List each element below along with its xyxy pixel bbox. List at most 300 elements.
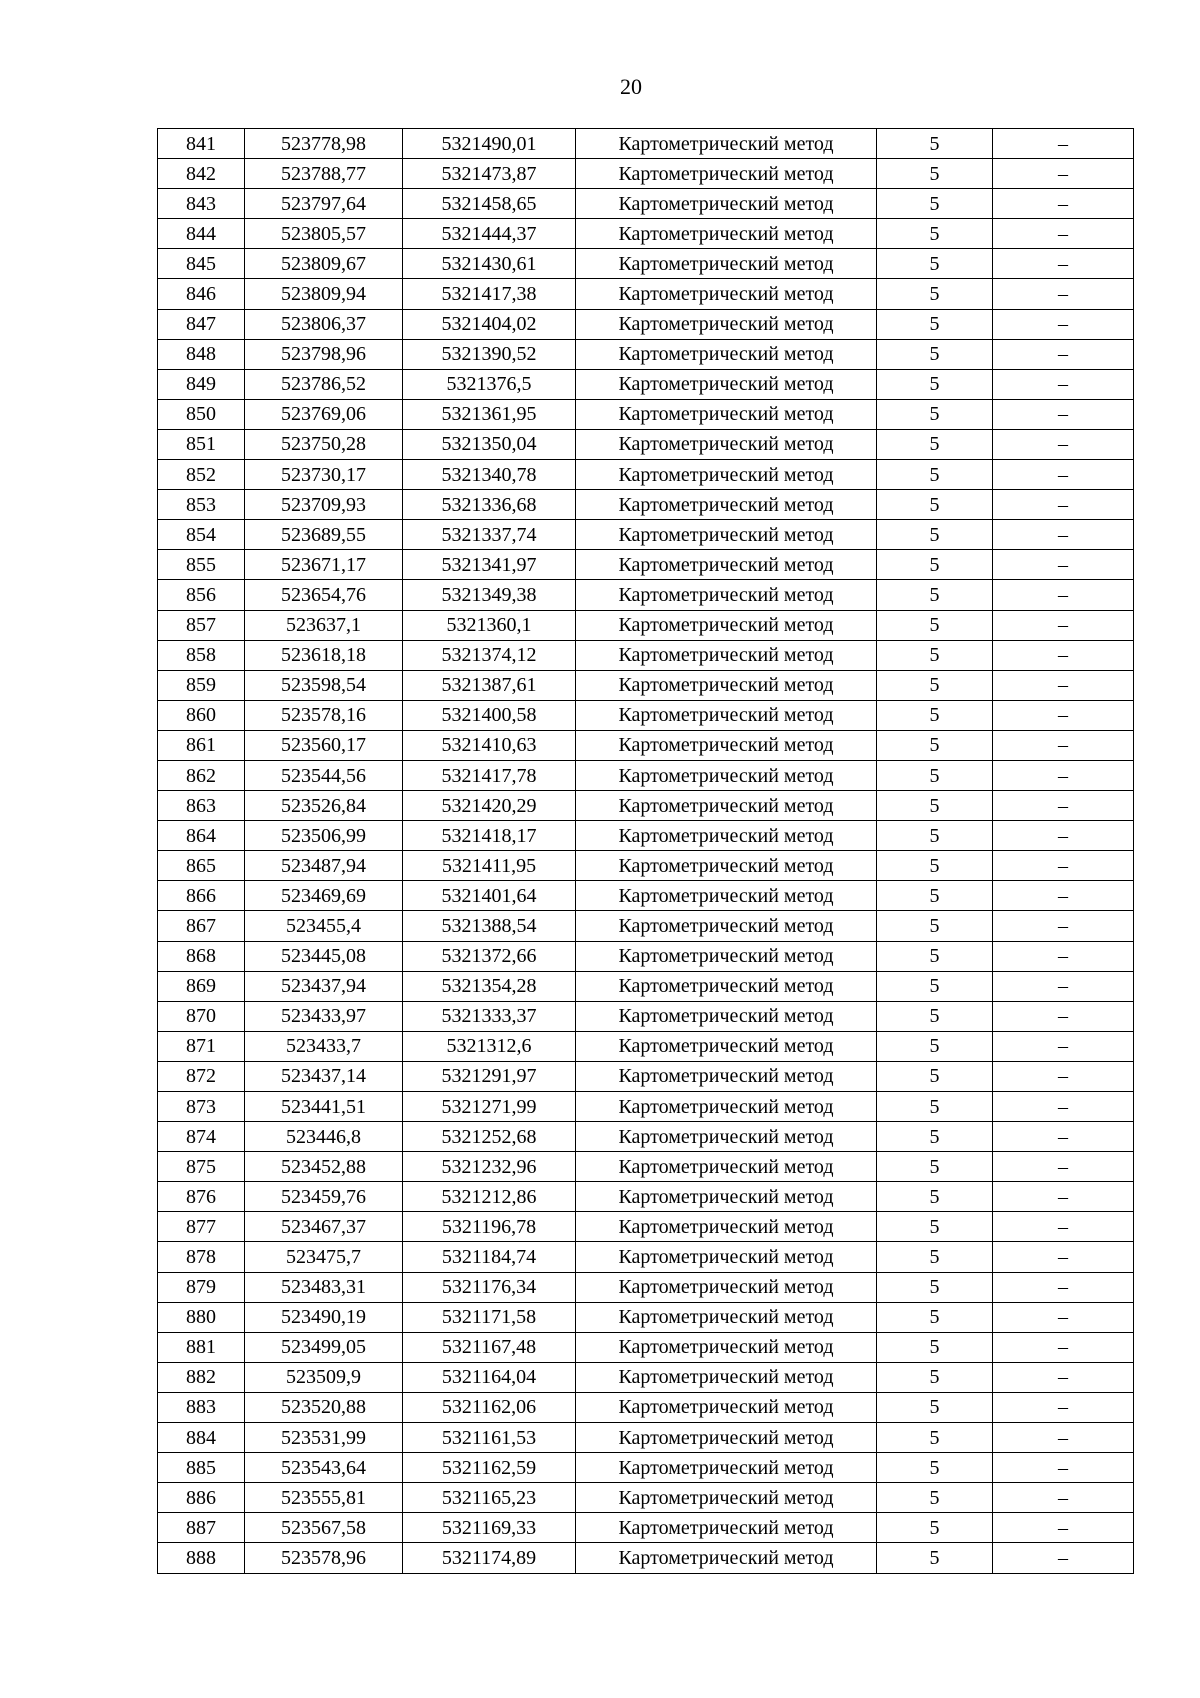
accuracy-cell: 5 — [877, 851, 993, 881]
y-coordinate-cell: 5321417,78 — [403, 760, 576, 790]
table-row — [158, 189, 1134, 219]
method-cell: Картометрический метод — [576, 1212, 877, 1242]
method-cell: Картометрический метод — [576, 881, 877, 911]
x-coordinate-cell: 523730,17 — [245, 460, 403, 490]
table-body — [158, 129, 1134, 1574]
accuracy-cell: 5 — [877, 700, 993, 730]
description-cell: – — [993, 791, 1134, 821]
accuracy-cell: 5 — [877, 429, 993, 459]
method-cell: Картометрический метод — [576, 309, 877, 339]
table-row — [158, 1272, 1134, 1302]
y-coordinate-cell: 5321176,34 — [403, 1272, 576, 1302]
y-coordinate-cell: 5321162,59 — [403, 1453, 576, 1483]
table-row — [158, 460, 1134, 490]
point-number-cell: 851 — [158, 429, 245, 459]
table-row — [158, 159, 1134, 189]
accuracy-cell: 5 — [877, 550, 993, 580]
table-row — [158, 1483, 1134, 1513]
accuracy-cell: 5 — [877, 490, 993, 520]
x-coordinate-cell: 523805,57 — [245, 219, 403, 249]
x-coordinate-cell: 523543,64 — [245, 1453, 403, 1483]
point-number-cell: 857 — [158, 610, 245, 640]
method-cell: Картометрический метод — [576, 1483, 877, 1513]
description-cell: – — [993, 1092, 1134, 1122]
table-row — [158, 941, 1134, 971]
x-coordinate-cell: 523598,54 — [245, 670, 403, 700]
x-coordinate-cell: 523769,06 — [245, 399, 403, 429]
y-coordinate-cell: 5321161,53 — [403, 1423, 576, 1453]
y-coordinate-cell: 5321349,38 — [403, 580, 576, 610]
y-coordinate-cell: 5321388,54 — [403, 911, 576, 941]
x-coordinate-cell: 523809,94 — [245, 279, 403, 309]
table-row — [158, 309, 1134, 339]
method-cell: Картометрический метод — [576, 1272, 877, 1302]
table-row — [158, 279, 1134, 309]
x-coordinate-cell: 523788,77 — [245, 159, 403, 189]
y-coordinate-cell: 5321184,74 — [403, 1242, 576, 1272]
point-number-cell: 871 — [158, 1031, 245, 1061]
method-cell: Картометрический метод — [576, 791, 877, 821]
accuracy-cell: 5 — [877, 189, 993, 219]
table-row — [158, 490, 1134, 520]
accuracy-cell: 5 — [877, 1122, 993, 1152]
method-cell: Картометрический метод — [576, 580, 877, 610]
table-row — [158, 1362, 1134, 1392]
y-coordinate-cell: 5321341,97 — [403, 550, 576, 580]
table-row — [158, 1543, 1134, 1573]
y-coordinate-cell: 5321162,06 — [403, 1392, 576, 1422]
accuracy-cell: 5 — [877, 580, 993, 610]
description-cell: – — [993, 1453, 1134, 1483]
description-cell: – — [993, 640, 1134, 670]
table-row — [158, 1392, 1134, 1422]
table-row — [158, 1302, 1134, 1332]
y-coordinate-cell: 5321418,17 — [403, 821, 576, 851]
description-cell: – — [993, 971, 1134, 1001]
x-coordinate-cell: 523509,9 — [245, 1362, 403, 1392]
accuracy-cell: 5 — [877, 399, 993, 429]
description-cell: – — [993, 309, 1134, 339]
table-row — [158, 129, 1134, 159]
y-coordinate-cell: 5321167,48 — [403, 1332, 576, 1362]
description-cell: – — [993, 911, 1134, 941]
coordinates-table — [157, 128, 1134, 1574]
y-coordinate-cell: 5321473,87 — [403, 159, 576, 189]
x-coordinate-cell: 523567,58 — [245, 1513, 403, 1543]
y-coordinate-cell: 5321376,5 — [403, 369, 576, 399]
description-cell: – — [993, 1362, 1134, 1392]
method-cell: Картометрический метод — [576, 460, 877, 490]
method-cell: Картометрический метод — [576, 490, 877, 520]
accuracy-cell: 5 — [877, 1453, 993, 1483]
method-cell: Картометрический метод — [576, 1423, 877, 1453]
table-row — [158, 1453, 1134, 1483]
x-coordinate-cell: 523560,17 — [245, 730, 403, 760]
y-coordinate-cell: 5321400,58 — [403, 700, 576, 730]
table-row — [158, 399, 1134, 429]
table-row — [158, 429, 1134, 459]
table-row — [158, 1513, 1134, 1543]
point-number-cell: 885 — [158, 1453, 245, 1483]
method-cell: Картометрический метод — [576, 1392, 877, 1422]
point-number-cell: 848 — [158, 339, 245, 369]
table-row — [158, 670, 1134, 700]
description-cell: – — [993, 1483, 1134, 1513]
x-coordinate-cell: 523654,76 — [245, 580, 403, 610]
y-coordinate-cell: 5321164,04 — [403, 1362, 576, 1392]
method-cell: Картометрический метод — [576, 159, 877, 189]
y-coordinate-cell: 5321390,52 — [403, 339, 576, 369]
method-cell: Картометрический метод — [576, 1453, 877, 1483]
point-number-cell: 884 — [158, 1423, 245, 1453]
description-cell: – — [993, 881, 1134, 911]
table-row — [158, 1332, 1134, 1362]
point-number-cell: 870 — [158, 1001, 245, 1031]
method-cell: Картометрический метод — [576, 339, 877, 369]
y-coordinate-cell: 5321271,99 — [403, 1092, 576, 1122]
x-coordinate-cell: 523499,05 — [245, 1332, 403, 1362]
method-cell: Картометрический метод — [576, 760, 877, 790]
method-cell: Картометрический метод — [576, 550, 877, 580]
x-coordinate-cell: 523445,08 — [245, 941, 403, 971]
accuracy-cell: 5 — [877, 791, 993, 821]
point-number-cell: 854 — [158, 520, 245, 550]
point-number-cell: 875 — [158, 1152, 245, 1182]
point-number-cell: 856 — [158, 580, 245, 610]
y-coordinate-cell: 5321458,65 — [403, 189, 576, 219]
method-cell: Картометрический метод — [576, 429, 877, 459]
method-cell: Картометрический метод — [576, 730, 877, 760]
method-cell: Картометрический метод — [576, 1362, 877, 1392]
point-number-cell: 865 — [158, 851, 245, 881]
y-coordinate-cell: 5321444,37 — [403, 219, 576, 249]
x-coordinate-cell: 523452,88 — [245, 1152, 403, 1182]
accuracy-cell: 5 — [877, 670, 993, 700]
description-cell: – — [993, 1122, 1134, 1152]
point-number-cell: 850 — [158, 399, 245, 429]
table-row — [158, 700, 1134, 730]
point-number-cell: 888 — [158, 1543, 245, 1573]
method-cell: Картометрический метод — [576, 399, 877, 429]
table-row — [158, 1061, 1134, 1091]
table-row — [158, 550, 1134, 580]
table-row — [158, 760, 1134, 790]
description-cell: – — [993, 219, 1134, 249]
point-number-cell: 841 — [158, 129, 245, 159]
accuracy-cell: 5 — [877, 1543, 993, 1573]
point-number-cell: 859 — [158, 670, 245, 700]
method-cell: Картометрический метод — [576, 1513, 877, 1543]
y-coordinate-cell: 5321169,33 — [403, 1513, 576, 1543]
y-coordinate-cell: 5321350,04 — [403, 429, 576, 459]
description-cell: – — [993, 189, 1134, 219]
y-coordinate-cell: 5321232,96 — [403, 1152, 576, 1182]
point-number-cell: 847 — [158, 309, 245, 339]
x-coordinate-cell: 523798,96 — [245, 339, 403, 369]
x-coordinate-cell: 523490,19 — [245, 1302, 403, 1332]
description-cell: – — [993, 339, 1134, 369]
y-coordinate-cell: 5321336,68 — [403, 490, 576, 520]
method-cell: Картометрический метод — [576, 1332, 877, 1362]
point-number-cell: 873 — [158, 1092, 245, 1122]
x-coordinate-cell: 523446,8 — [245, 1122, 403, 1152]
method-cell: Картометрический метод — [576, 1182, 877, 1212]
x-coordinate-cell: 523531,99 — [245, 1423, 403, 1453]
point-number-cell: 846 — [158, 279, 245, 309]
point-number-cell: 886 — [158, 1483, 245, 1513]
description-cell: – — [993, 1332, 1134, 1362]
method-cell: Картометрический метод — [576, 279, 877, 309]
description-cell: – — [993, 1001, 1134, 1031]
x-coordinate-cell: 523437,14 — [245, 1061, 403, 1091]
description-cell: – — [993, 1543, 1134, 1573]
y-coordinate-cell: 5321291,97 — [403, 1061, 576, 1091]
method-cell: Картометрический метод — [576, 1152, 877, 1182]
y-coordinate-cell: 5321252,68 — [403, 1122, 576, 1152]
accuracy-cell: 5 — [877, 219, 993, 249]
method-cell: Картометрический метод — [576, 249, 877, 279]
y-coordinate-cell: 5321420,29 — [403, 791, 576, 821]
method-cell: Картометрический метод — [576, 911, 877, 941]
table-row — [158, 791, 1134, 821]
point-number-cell: 858 — [158, 640, 245, 670]
method-cell: Картометрический метод — [576, 219, 877, 249]
accuracy-cell: 5 — [877, 1182, 993, 1212]
accuracy-cell: 5 — [877, 1302, 993, 1332]
method-cell: Картометрический метод — [576, 1242, 877, 1272]
y-coordinate-cell: 5321312,6 — [403, 1031, 576, 1061]
description-cell: – — [993, 1061, 1134, 1091]
method-cell: Картометрический метод — [576, 189, 877, 219]
method-cell: Картометрический метод — [576, 1001, 877, 1031]
x-coordinate-cell: 523506,99 — [245, 821, 403, 851]
y-coordinate-cell: 5321411,95 — [403, 851, 576, 881]
accuracy-cell: 5 — [877, 1061, 993, 1091]
accuracy-cell: 5 — [877, 369, 993, 399]
description-cell: – — [993, 1423, 1134, 1453]
x-coordinate-cell: 523806,37 — [245, 309, 403, 339]
y-coordinate-cell: 5321165,23 — [403, 1483, 576, 1513]
point-number-cell: 864 — [158, 821, 245, 851]
y-coordinate-cell: 5321354,28 — [403, 971, 576, 1001]
accuracy-cell: 5 — [877, 1332, 993, 1362]
x-coordinate-cell: 523671,17 — [245, 550, 403, 580]
method-cell: Картометрический метод — [576, 700, 877, 730]
x-coordinate-cell: 523483,31 — [245, 1272, 403, 1302]
point-number-cell: 844 — [158, 219, 245, 249]
accuracy-cell: 5 — [877, 881, 993, 911]
accuracy-cell: 5 — [877, 1362, 993, 1392]
x-coordinate-cell: 523437,94 — [245, 971, 403, 1001]
accuracy-cell: 5 — [877, 1001, 993, 1031]
table-row — [158, 881, 1134, 911]
y-coordinate-cell: 5321372,66 — [403, 941, 576, 971]
point-number-cell: 867 — [158, 911, 245, 941]
x-coordinate-cell: 523750,28 — [245, 429, 403, 459]
x-coordinate-cell: 523441,51 — [245, 1092, 403, 1122]
accuracy-cell: 5 — [877, 309, 993, 339]
accuracy-cell: 5 — [877, 1212, 993, 1242]
description-cell: – — [993, 1242, 1134, 1272]
method-cell: Картометрический метод — [576, 851, 877, 881]
table-row — [158, 971, 1134, 1001]
accuracy-cell: 5 — [877, 821, 993, 851]
y-coordinate-cell: 5321374,12 — [403, 640, 576, 670]
accuracy-cell: 5 — [877, 640, 993, 670]
table-row — [158, 730, 1134, 760]
x-coordinate-cell: 523778,98 — [245, 129, 403, 159]
description-cell: – — [993, 670, 1134, 700]
table-row — [158, 851, 1134, 881]
x-coordinate-cell: 523433,7 — [245, 1031, 403, 1061]
description-cell: – — [993, 159, 1134, 189]
point-number-cell: 845 — [158, 249, 245, 279]
table-row — [158, 610, 1134, 640]
description-cell: – — [993, 821, 1134, 851]
accuracy-cell: 5 — [877, 339, 993, 369]
description-cell: – — [993, 279, 1134, 309]
description-cell: – — [993, 490, 1134, 520]
table-row — [158, 1001, 1134, 1031]
description-cell: – — [993, 700, 1134, 730]
y-coordinate-cell: 5321340,78 — [403, 460, 576, 490]
x-coordinate-cell: 523469,69 — [245, 881, 403, 911]
description-cell: – — [993, 1272, 1134, 1302]
accuracy-cell: 5 — [877, 249, 993, 279]
point-number-cell: 863 — [158, 791, 245, 821]
accuracy-cell: 5 — [877, 279, 993, 309]
accuracy-cell: 5 — [877, 129, 993, 159]
accuracy-cell: 5 — [877, 1423, 993, 1453]
accuracy-cell: 5 — [877, 971, 993, 1001]
accuracy-cell: 5 — [877, 941, 993, 971]
description-cell: – — [993, 520, 1134, 550]
x-coordinate-cell: 523578,16 — [245, 700, 403, 730]
point-number-cell: 880 — [158, 1302, 245, 1332]
accuracy-cell: 5 — [877, 730, 993, 760]
point-number-cell: 843 — [158, 189, 245, 219]
accuracy-cell: 5 — [877, 911, 993, 941]
accuracy-cell: 5 — [877, 1242, 993, 1272]
description-cell: – — [993, 460, 1134, 490]
point-number-cell: 881 — [158, 1332, 245, 1362]
description-cell: – — [993, 1152, 1134, 1182]
description-cell: – — [993, 129, 1134, 159]
description-cell: – — [993, 730, 1134, 760]
method-cell: Картометрический метод — [576, 610, 877, 640]
table-row — [158, 339, 1134, 369]
table-row — [158, 1122, 1134, 1152]
accuracy-cell: 5 — [877, 1092, 993, 1122]
accuracy-cell: 5 — [877, 1272, 993, 1302]
table-row — [158, 520, 1134, 550]
y-coordinate-cell: 5321417,38 — [403, 279, 576, 309]
x-coordinate-cell: 523544,56 — [245, 760, 403, 790]
y-coordinate-cell: 5321196,78 — [403, 1212, 576, 1242]
y-coordinate-cell: 5321174,89 — [403, 1543, 576, 1573]
y-coordinate-cell: 5321404,02 — [403, 309, 576, 339]
description-cell: – — [993, 1031, 1134, 1061]
table-row — [158, 580, 1134, 610]
method-cell: Картометрический метод — [576, 520, 877, 550]
point-number-cell: 883 — [158, 1392, 245, 1422]
point-number-cell: 860 — [158, 700, 245, 730]
point-number-cell: 882 — [158, 1362, 245, 1392]
x-coordinate-cell: 523455,4 — [245, 911, 403, 941]
point-number-cell: 866 — [158, 881, 245, 911]
table-row — [158, 1152, 1134, 1182]
method-cell: Картометрический метод — [576, 1122, 877, 1152]
accuracy-cell: 5 — [877, 460, 993, 490]
description-cell: – — [993, 1182, 1134, 1212]
y-coordinate-cell: 5321337,74 — [403, 520, 576, 550]
point-number-cell: 872 — [158, 1061, 245, 1091]
accuracy-cell: 5 — [877, 520, 993, 550]
method-cell: Картометрический метод — [576, 1543, 877, 1573]
method-cell: Картометрический метод — [576, 971, 877, 1001]
x-coordinate-cell: 523637,1 — [245, 610, 403, 640]
x-coordinate-cell: 523467,37 — [245, 1212, 403, 1242]
accuracy-cell: 5 — [877, 1483, 993, 1513]
x-coordinate-cell: 523459,76 — [245, 1182, 403, 1212]
y-coordinate-cell: 5321490,01 — [403, 129, 576, 159]
description-cell: – — [993, 851, 1134, 881]
x-coordinate-cell: 523709,93 — [245, 490, 403, 520]
method-cell: Картометрический метод — [576, 640, 877, 670]
accuracy-cell: 5 — [877, 1031, 993, 1061]
description-cell: – — [993, 1392, 1134, 1422]
accuracy-cell: 5 — [877, 1152, 993, 1182]
description-cell: – — [993, 399, 1134, 429]
method-cell: Картометрический метод — [576, 369, 877, 399]
y-coordinate-cell: 5321401,64 — [403, 881, 576, 911]
table-row — [158, 1212, 1134, 1242]
point-number-cell: 842 — [158, 159, 245, 189]
point-number-cell: 852 — [158, 460, 245, 490]
x-coordinate-cell: 523487,94 — [245, 851, 403, 881]
method-cell: Картометрический метод — [576, 1302, 877, 1332]
point-number-cell: 874 — [158, 1122, 245, 1152]
description-cell: – — [993, 429, 1134, 459]
accuracy-cell: 5 — [877, 159, 993, 189]
table-row — [158, 821, 1134, 851]
table-row — [158, 1242, 1134, 1272]
x-coordinate-cell: 523520,88 — [245, 1392, 403, 1422]
description-cell: – — [993, 1513, 1134, 1543]
description-cell: – — [993, 580, 1134, 610]
method-cell: Картометрический метод — [576, 129, 877, 159]
y-coordinate-cell: 5321360,1 — [403, 610, 576, 640]
y-coordinate-cell: 5321387,61 — [403, 670, 576, 700]
y-coordinate-cell: 5321171,58 — [403, 1302, 576, 1332]
point-number-cell: 862 — [158, 760, 245, 790]
point-number-cell: 887 — [158, 1513, 245, 1543]
x-coordinate-cell: 523526,84 — [245, 791, 403, 821]
description-cell: – — [993, 610, 1134, 640]
x-coordinate-cell: 523786,52 — [245, 369, 403, 399]
table-row — [158, 640, 1134, 670]
point-number-cell: 861 — [158, 730, 245, 760]
description-cell: – — [993, 1302, 1134, 1332]
point-number-cell: 849 — [158, 369, 245, 399]
table-row — [158, 1423, 1134, 1453]
description-cell: – — [993, 941, 1134, 971]
point-number-cell: 878 — [158, 1242, 245, 1272]
table-row — [158, 1031, 1134, 1061]
y-coordinate-cell: 5321410,63 — [403, 730, 576, 760]
y-coordinate-cell: 5321212,86 — [403, 1182, 576, 1212]
method-cell: Картометрический метод — [576, 1031, 877, 1061]
